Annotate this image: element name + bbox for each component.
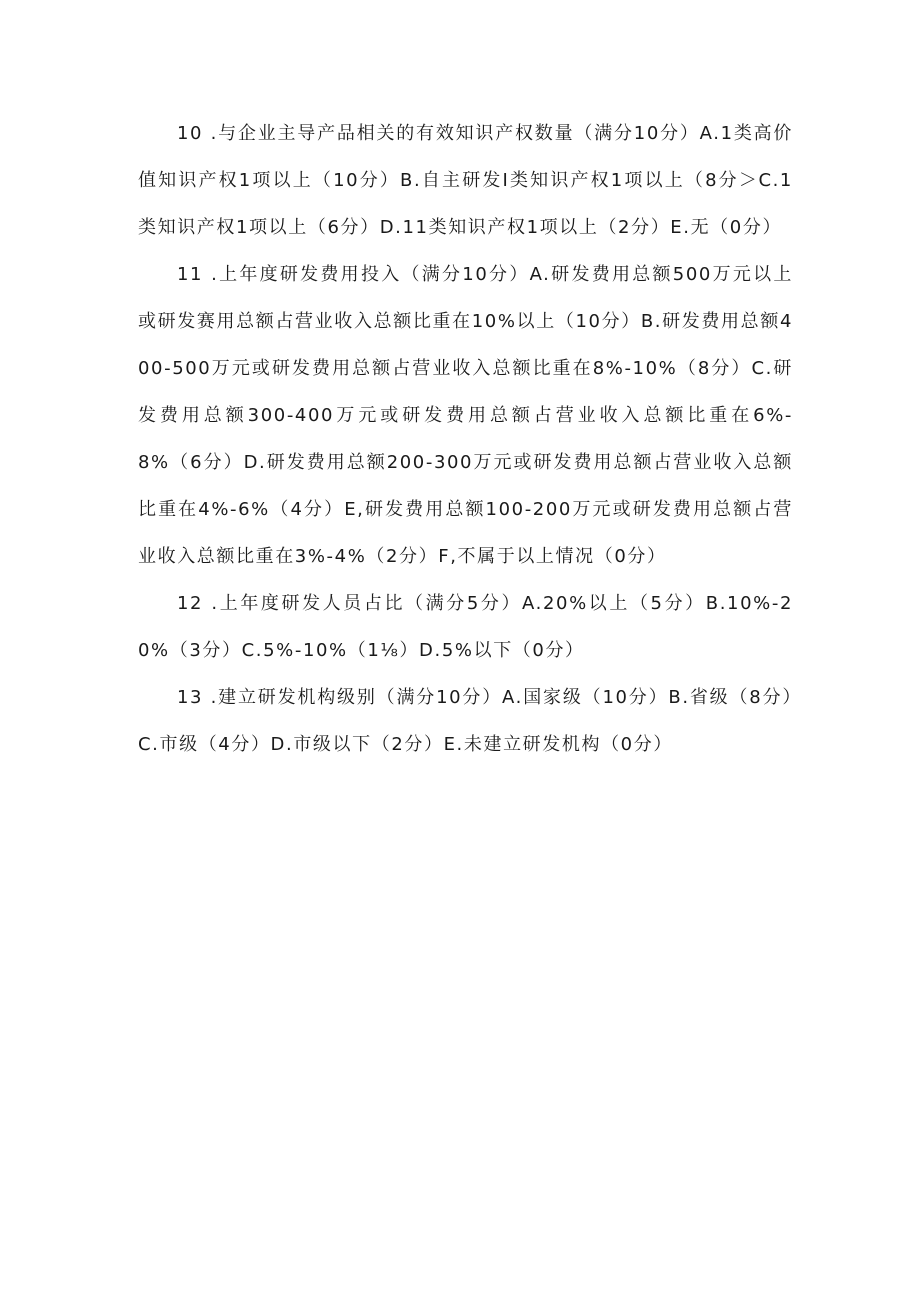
document-body [138,110,793,776]
paragraph-item-13: 13 .建立研发机构级别（满分10分）A.国家级（10分）B.省级（8分）C.市级（4分）D.市级以下（2分）E.未建立研发机构（0分） [138,687,793,755]
paragraph-item-11: 11 .上年度研发费用投入（满分10分）A.研发费用总额500万元以上或研发赛用总额占营业收入总额比重在10%以上（10分）B.研发费用总额400-500万元或研发费用总额占营业收入总额比重在8%-10%（8分）C.研发费用总额300-400万元或研发费用总额占营业收入总额比重在6%-8%（6分）D.研发费用总额200-300万元或研发费用总额占营业收入总额比重在4%-6%（4分）E,研发费用总额100-200万元或研发费用总额占营业收入总额比重在3%-4%（2分）F,不属于以上情况（0分） [138,264,793,567]
paragraph-item-12: 12 .上年度研发人员占比（满分5分）A.20%以上（5分）B.10%-20%（3分）C.5%-10%（1⅛）D.5%以下（0分） [138,593,793,661]
paragraph-item-10: 10 .与企业主导产品相关的有效知识产权数量（满分10分）A.1类高价值知识产权1项以上（10分）B.自主研发I类知识产权1项以上（8分＞C.1类知识产权1项以上（6分）D.11类知识产权1项以上（2分）E.无（0分） [138,123,793,238]
